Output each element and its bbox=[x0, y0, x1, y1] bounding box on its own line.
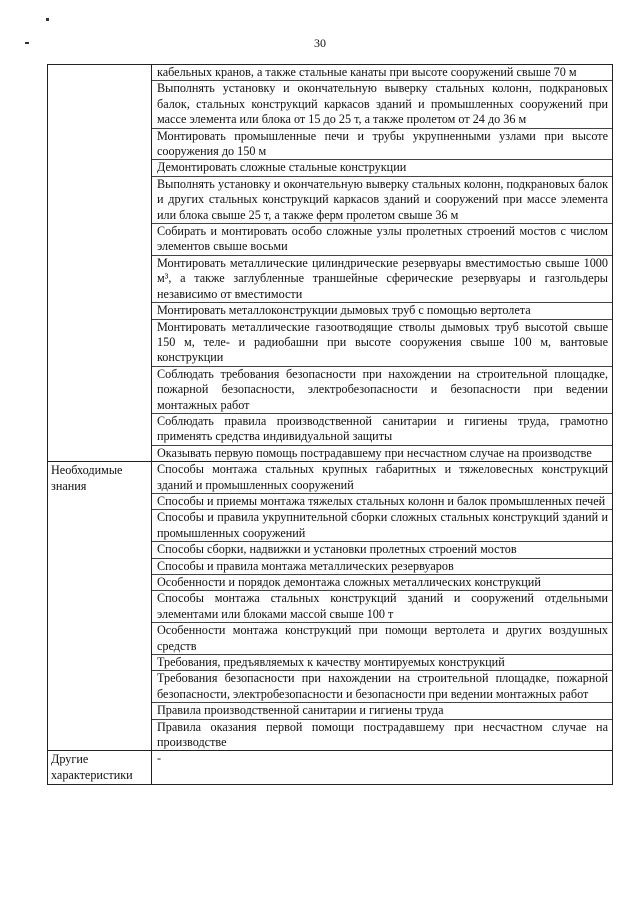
list-item: Оказывать первую помощь пострадавшему при несчастном случае на производстве bbox=[157, 445, 592, 460]
scan-speck bbox=[46, 18, 49, 21]
other-value-cell bbox=[152, 751, 613, 785]
list-item: Особенности и порядок демонтажа сложных металлических конструкций bbox=[152, 575, 612, 591]
section-label-other: Другие характеристики bbox=[48, 751, 152, 785]
list-item: Особенности монтажа конструкций при помощи вертолета и других воздушных средств bbox=[152, 623, 612, 655]
skills-row bbox=[48, 65, 613, 462]
list-item: Способы и правила укрупнительной сборки сложных стальных конструкций зданий и промышленных сооружений bbox=[152, 510, 612, 542]
list-item: Соблюдать правила производственной санитарии и гигиены труда, грамотно применять средства индивидуальной защиты bbox=[152, 414, 612, 446]
list-item: Правила оказания первой помощи пострадавшему при несчастном случае на производстве bbox=[157, 719, 608, 750]
list-item: Способы и приемы монтажа тяжелых стальных колонн и балок промышленных печей bbox=[152, 494, 612, 510]
list-item: Монтировать металлические газоотводящие стволы дымовых труб высотой свыше 150 м, теле- и радиобашни при высоте сооружения свыше 100 м, вантовые конструкции bbox=[152, 320, 612, 367]
list-item: Соблюдать требования безопасности при нахождении на строительной площадке, пожарной безопасности, электробезопасности и безопасности при ведении монтажных работ bbox=[152, 367, 612, 414]
knowledge-list bbox=[152, 462, 613, 751]
list-item: Монтировать металлические цилиндрические резервуары вместимостью свыше 1000 м³, а также заглубленные траншейные сферические резервуары и газгольдеры независимо от вместимости bbox=[152, 256, 612, 303]
list-item: Способы монтажа стальных крупных габаритных и тяжеловесных конструкций зданий и промышленных сооружений bbox=[152, 462, 612, 494]
list-item: Требования безопасности при нахождении на строительной площадке, пожарной безопасности, электробезопасности и безопасности при ведении монтажных работ bbox=[152, 671, 612, 703]
page-number: 30 bbox=[314, 36, 326, 50]
list-item: Правила производственной санитарии и гигиены труда bbox=[152, 703, 612, 719]
list-item: Требования, предъявляемых к качеству монтируемых конструкций bbox=[152, 655, 612, 671]
list-item: Монтировать промышленные печи и трубы укрупненными узлами при высоте сооружения до 150 м bbox=[152, 129, 612, 161]
skills-list bbox=[152, 65, 613, 462]
list-item: Монтировать металлоконструкции дымовых труб с помощью вертолета bbox=[152, 303, 612, 319]
list-item: Выполнять установку и окончательную выверку стальных колонн, подкрановых балок и других стальных конструкций каркасов зданий и сооружений при массе элемента или блока свыше 25 т, а также ферм пролетом свыше 36 м bbox=[152, 177, 612, 224]
list-item: Демонтировать сложные стальные конструкции bbox=[152, 160, 612, 176]
list-item: Способы сборки, надвижки и установки пролетных строений мостов bbox=[152, 542, 612, 558]
list-item: Способы монтажа стальных конструкций зданий и сооружений отдельными элементами или блоками массой свыше 100 т bbox=[152, 591, 612, 623]
section-label-skills bbox=[48, 65, 152, 462]
list-item: Собирать и монтировать особо сложные узлы пролетных строений мостов с числом элементов свыше восьми bbox=[152, 224, 612, 256]
list-item: кабельных кранов, а также стальные канаты при высоте сооружений свыше 70 м bbox=[152, 65, 612, 81]
other-value: - bbox=[157, 751, 162, 766]
list-item: Способы и правила монтажа металлических резервуаров bbox=[152, 559, 612, 575]
competency-table bbox=[47, 64, 613, 785]
other-row bbox=[48, 751, 613, 785]
section-label-knowledge: Необходимые знания bbox=[48, 462, 152, 751]
knowledge-row bbox=[48, 462, 613, 751]
list-item: Выполнять установку и окончательную выверку стальных колонн, подкрановых балок, стальных конструкций каркасов зданий и промышленных сооружений при массе элемента или блока от 15 до 25 т, а также пролетом от 24 до 36 м bbox=[152, 81, 612, 128]
